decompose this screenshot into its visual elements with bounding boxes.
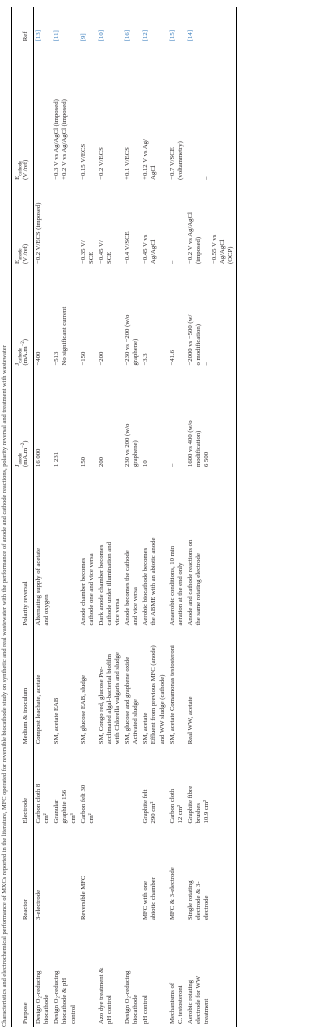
cell-medium	[123, 628, 141, 747]
cell-line: graphene)	[132, 440, 140, 467]
header-medium: Medium & inoculum	[12, 628, 34, 747]
cell-polarity	[97, 470, 123, 628]
e-cathode-sub: cathode	[18, 160, 24, 176]
cell-line: Dark anode chamber becomes	[97, 544, 105, 626]
cell-medium	[141, 628, 167, 747]
cell-line: acclimated algal-bacterial biofilm	[105, 654, 113, 745]
cell-ref	[123, 7, 141, 44]
cell-line: −0.7 V/SCE	[168, 147, 176, 180]
cell-line: 230 vs 200 (w/o	[124, 423, 132, 467]
cell-line: SM, glucose and graphene oxide	[124, 656, 132, 745]
cell-line: 16 000	[35, 448, 43, 467]
cell-line: MFC with one	[142, 881, 150, 921]
cell-electrode	[52, 747, 78, 826]
cell-line: pH control	[105, 995, 113, 1024]
cell-line	[195, 47, 203, 180]
cell-line: Carbon cloth	[168, 788, 176, 824]
cell-reactor	[141, 826, 167, 923]
cell-line: Anode and cathode reactions on	[186, 539, 194, 626]
cell-reactor	[168, 826, 186, 923]
cell-line: Activated sludge	[132, 699, 140, 745]
cell-line: 290 cm²	[150, 801, 158, 824]
cell-reactor	[186, 826, 237, 923]
cell-line	[124, 829, 132, 920]
cell-j-anode	[52, 369, 78, 471]
cell-line: SCE	[105, 251, 113, 264]
cell-line	[203, 186, 211, 264]
cell-line: −41.6	[168, 350, 176, 366]
cell-line	[35, 47, 43, 180]
cell-e-cathode	[97, 44, 123, 183]
cell-purpose	[79, 923, 97, 1027]
cell-polarity	[123, 470, 141, 628]
cell-ref	[97, 7, 123, 44]
cell-purpose	[168, 923, 186, 1027]
cell-line: biocathode & pH	[61, 977, 69, 1024]
cell-line: Azo dye treatment &	[97, 967, 105, 1024]
cell-e-cathode	[52, 44, 78, 183]
cell-line[interactable]: [14]	[186, 30, 194, 42]
cell-line	[98, 750, 106, 823]
cell-line: Mechanisms of	[168, 982, 176, 1024]
cell-line: C. testosteroni	[176, 985, 184, 1024]
cell-line: SM, Congo red, glucose Pre-	[97, 666, 105, 745]
cell-medium	[79, 628, 97, 747]
cell-line: Design O₂-reducing	[53, 970, 61, 1024]
j-anode-close: )	[22, 440, 30, 443]
cell-line: Anode becomes the cathode	[124, 550, 132, 626]
cell-reactor	[123, 826, 141, 923]
cell-j-anode	[34, 369, 53, 471]
cell-line: 200	[97, 456, 105, 467]
j-cathode-close: )	[22, 339, 30, 342]
cell-line: −3.3	[142, 353, 150, 366]
cell-line: Ag/AgCl	[219, 239, 227, 264]
cell-line: cm²	[87, 813, 95, 824]
cell-line: −0.35 V/	[79, 240, 87, 264]
cell-line[interactable]: [13]	[35, 30, 43, 42]
cell-line: +0.1 V/ECS	[124, 147, 132, 180]
cell-line: −200	[97, 351, 105, 366]
cell-ref	[186, 7, 237, 44]
cell-j-anode	[97, 369, 123, 471]
cell-line: +0.2 V vs Ag/AgCl (imposed)	[61, 99, 69, 180]
cell-line: −0.2 V/ECS	[97, 147, 105, 180]
cell-line: −230 vs −200 (w/o	[124, 314, 132, 366]
cell-line	[80, 926, 88, 1024]
cell-j-cathode	[168, 267, 186, 369]
cell-ref	[141, 7, 167, 44]
cell-line: Graphite felt	[142, 789, 150, 824]
cell-line[interactable]: [11]	[53, 30, 61, 42]
e-cathode-unit: (V /ref)	[22, 159, 30, 180]
cell-line: −0.45 V vs	[142, 234, 150, 264]
cell-line: Granular	[53, 799, 61, 824]
cell-line: Ag/AgCl	[150, 239, 158, 264]
cell-line: SM, acetate	[142, 712, 150, 745]
cell-line	[98, 829, 106, 920]
cell-line: −0.4 V/SCE	[124, 231, 132, 264]
cell-j-cathode	[52, 267, 78, 369]
header-j-anode: $J_{anode}$ $(mA.m^{-2})$	[12, 369, 34, 471]
cell-line: the ABME with an abiotic anode	[150, 537, 158, 626]
cell-line: control	[69, 1005, 77, 1024]
cell-line: Design O₂-reducing	[35, 970, 43, 1024]
cell-medium	[186, 628, 237, 747]
cell-line: –	[168, 260, 176, 264]
table-caption: Characteristics and electrochemical performance of MXCs reported in the literature, MFC operated for reversible biocathode study on synthetic and real wastewater with the performance of anode and cathode reactions, polarity reversal and treatment with wastewater	[1, 345, 8, 1027]
cell-e-anode	[186, 183, 237, 267]
cell-line	[187, 47, 195, 180]
cell-line: with Chlorella vulgaris and sludge	[114, 652, 122, 745]
data-table	[11, 7, 237, 1027]
e-anode-sub: anode	[18, 248, 24, 260]
cell-electrode	[141, 747, 167, 826]
cell-line: −0.15 V/ECS	[79, 143, 87, 180]
cell-line: Alternating supply of acetate	[35, 548, 43, 626]
cell-line[interactable]: [15]	[168, 30, 176, 42]
table-row	[168, 7, 186, 1027]
cell-reactor	[52, 826, 78, 923]
cell-electrode	[186, 747, 237, 826]
cell-purpose	[34, 923, 53, 1027]
cell-line: 150	[79, 456, 87, 467]
cell-line: cathode under illumination and	[105, 542, 113, 626]
cell-line: Anode chamber becomes	[79, 557, 87, 626]
cell-line: 10.9 cm²	[202, 799, 210, 824]
cell-line: vice versa	[114, 598, 122, 626]
cell-e-cathode	[79, 44, 97, 183]
cell-j-cathode	[34, 267, 53, 369]
cell-medium	[34, 628, 53, 747]
cell-line: Compost leachate, acetate	[35, 674, 43, 745]
cell-line: electrode	[202, 895, 210, 921]
cell-line: −400	[35, 351, 43, 366]
j-cathode-sup: −2	[20, 341, 26, 347]
cell-polarity	[168, 470, 186, 628]
cell-ref	[79, 7, 97, 44]
cell-line: +0.12 V vs Ag/	[142, 139, 150, 180]
cell-line: MFC & 3-electrode	[168, 867, 176, 921]
cell-ref	[34, 7, 53, 44]
cell-line: SM, acetate Comamonas testosteroni	[168, 645, 176, 745]
cell-line	[53, 473, 61, 625]
cell-e-anode	[123, 183, 141, 267]
cell-line: (OCP)	[227, 246, 235, 264]
table-row	[52, 7, 78, 1027]
cell-e-cathode	[186, 44, 237, 183]
cell-j-cathode	[186, 267, 237, 369]
cell-line: −0.45 V/	[97, 240, 105, 264]
cell-line: Effluent from previous MFC (anode)	[150, 645, 158, 745]
cell-line: brushes	[194, 803, 202, 824]
cell-j-anode	[168, 369, 186, 471]
cell-line: −513	[53, 351, 61, 366]
cell-line: –	[202, 362, 210, 366]
cell-line: −150	[79, 351, 87, 366]
cell-line: No significant current	[61, 306, 69, 366]
cell-line: 10	[142, 460, 150, 467]
cell-line: pH control	[142, 995, 150, 1024]
table-row	[123, 7, 141, 1027]
cell-line: biocathode	[43, 994, 51, 1024]
cell-line[interactable]: [9]	[79, 33, 87, 42]
cell-j-anode	[79, 369, 97, 471]
cell-line[interactable]: [16]	[124, 30, 132, 42]
cell-reactor	[34, 826, 53, 923]
j-anode-sup: −2	[20, 442, 26, 448]
j-anode-unit: (mA.m	[22, 447, 30, 467]
cell-polarity	[52, 470, 78, 628]
cell-line: Real WW, acetate	[186, 696, 194, 745]
header-e-anode: $E_{anode}$ (V /ref)	[12, 183, 34, 267]
cell-line: o modification)	[194, 324, 202, 366]
cell-line: Carbon felt 30	[79, 784, 87, 824]
header-ref: Ref	[12, 7, 34, 44]
cell-line: 1 231	[53, 451, 61, 467]
cell-line	[53, 829, 61, 920]
cell-line: SM, glucose EAB, sludge	[79, 674, 87, 745]
cell-line: 1600 vs 400 (w/o	[186, 420, 194, 467]
cell-line: and vice versa	[132, 587, 140, 626]
cell-line	[53, 186, 61, 264]
cell-line: and WW sludge (cathode)	[158, 674, 166, 745]
cell-e-anode	[79, 183, 97, 267]
cell-e-cathode	[34, 44, 53, 183]
cell-e-anode	[97, 183, 123, 267]
cell-reactor	[79, 826, 97, 923]
e-anode-unit: (V /ref)	[22, 243, 30, 264]
cell-purpose	[97, 923, 123, 1027]
j-anode-sub: anode	[18, 452, 24, 465]
cell-medium	[97, 628, 123, 747]
cell-medium	[52, 628, 78, 747]
cell-e-anode	[52, 183, 78, 267]
table-row	[97, 7, 123, 1027]
cell-j-cathode	[123, 267, 141, 369]
cell-line: 12 cm²	[176, 804, 184, 824]
table-row	[79, 7, 97, 1027]
cell-line: Aerobic rotating	[186, 979, 194, 1024]
cell-line: cm³	[69, 813, 77, 824]
cell-line	[124, 750, 132, 823]
cell-line: and oxygen	[43, 594, 51, 626]
cell-reactor	[97, 826, 123, 923]
header-e-cathode: $E_{cathode}$ (V /ref)	[12, 44, 34, 183]
cell-line: treatment	[202, 998, 210, 1024]
cell-j-anode	[141, 369, 167, 471]
cell-ref	[52, 7, 78, 44]
cell-j-cathode	[141, 267, 167, 369]
table-row	[186, 7, 237, 1027]
cell-line: –	[202, 176, 210, 180]
cell-line: −0.2 V vs Ag/AgCl (imposed)	[186, 212, 202, 264]
cell-line: modification)	[194, 430, 202, 467]
cell-polarity	[79, 470, 97, 628]
cell-line: the same rotating electrode	[194, 553, 202, 626]
cell-e-cathode	[168, 44, 186, 183]
cell-line: SCE	[87, 251, 95, 264]
cell-electrode	[34, 747, 53, 826]
cell-polarity	[141, 470, 167, 628]
cell-j-anode	[123, 369, 141, 471]
cell-line: Carbon cloth 8	[35, 783, 43, 824]
header-polarity: Polarity reversal	[12, 470, 34, 628]
cell-line: SM, acetate EAB	[53, 697, 61, 745]
table-body	[34, 7, 237, 1027]
j-cathode-sub: cathode	[18, 347, 24, 363]
cell-electrode	[79, 747, 97, 826]
header-j-cathode: $J_{cathode}$ $(mA.m^{-2})$	[12, 267, 34, 369]
cell-electrode	[123, 747, 141, 826]
cell-purpose	[52, 923, 78, 1027]
cell-line: −0.55 V vs	[211, 234, 219, 264]
cell-line[interactable]: [10]	[97, 30, 105, 42]
cell-line: –	[168, 463, 176, 467]
cell-line: electrode & 3-	[194, 881, 202, 921]
cell-line: 6 500	[202, 451, 210, 467]
cell-purpose	[186, 923, 237, 1027]
cell-e-cathode	[141, 44, 167, 183]
cell-line: graphite 156	[61, 789, 69, 824]
cell-medium	[168, 628, 186, 747]
header-purpose: Purpose	[12, 923, 34, 1027]
cell-purpose	[123, 923, 141, 1027]
cell-electrode	[97, 747, 123, 826]
cell-j-cathode	[79, 267, 97, 369]
cell-e-cathode	[123, 44, 141, 183]
cell-line: −2000 vs −500 (w/	[186, 314, 194, 366]
cell-line: 3-electrode	[35, 889, 43, 921]
header-reactor: Reactor	[12, 826, 34, 923]
cell-line: graphene)	[132, 338, 140, 366]
cell-e-anode	[141, 183, 167, 267]
cell-line: cm²	[43, 813, 51, 824]
header-row	[12, 7, 34, 1027]
cell-ref	[168, 7, 186, 44]
cell-e-anode	[34, 183, 53, 267]
cell-line: −0.2 V/ECS (imposed)	[35, 202, 43, 264]
cell-line: Aerobic biocathode becomes	[142, 547, 150, 626]
cell-line: electrode for WW	[194, 975, 202, 1024]
cell-line: Graphite fibre	[186, 785, 194, 824]
cell-line: aeration at the end only	[176, 562, 184, 626]
header-electrode: Electrode	[12, 747, 34, 826]
cell-line: cathode one and vice versa	[87, 553, 95, 626]
cell-electrode	[168, 747, 186, 826]
cell-j-cathode	[97, 267, 123, 369]
cell-polarity	[34, 470, 53, 628]
cell-line: −0.3 V vs Ag/AgCl (imposed)	[53, 99, 61, 180]
cell-line: Design O₂-reducing	[124, 970, 132, 1024]
cell-line[interactable]: [12]	[142, 30, 150, 42]
cell-j-anode	[186, 369, 237, 471]
cell-line: (voltammetry)	[176, 141, 184, 180]
cell-purpose	[141, 923, 167, 1027]
cell-line: Anaerobic conditions, 10 min	[168, 545, 176, 626]
cell-line: Single rotating	[186, 880, 194, 921]
cell-line: abiotic chamber	[150, 877, 158, 921]
cell-line: AgCl	[150, 165, 158, 180]
table-row	[141, 7, 167, 1027]
cell-e-anode	[168, 183, 186, 267]
table-row	[34, 7, 53, 1027]
j-cathode-unit: (mA.m	[22, 346, 30, 366]
cell-line: Reversible MFC	[79, 875, 87, 921]
cell-line: biocathode	[132, 994, 140, 1024]
cell-polarity	[186, 470, 237, 628]
